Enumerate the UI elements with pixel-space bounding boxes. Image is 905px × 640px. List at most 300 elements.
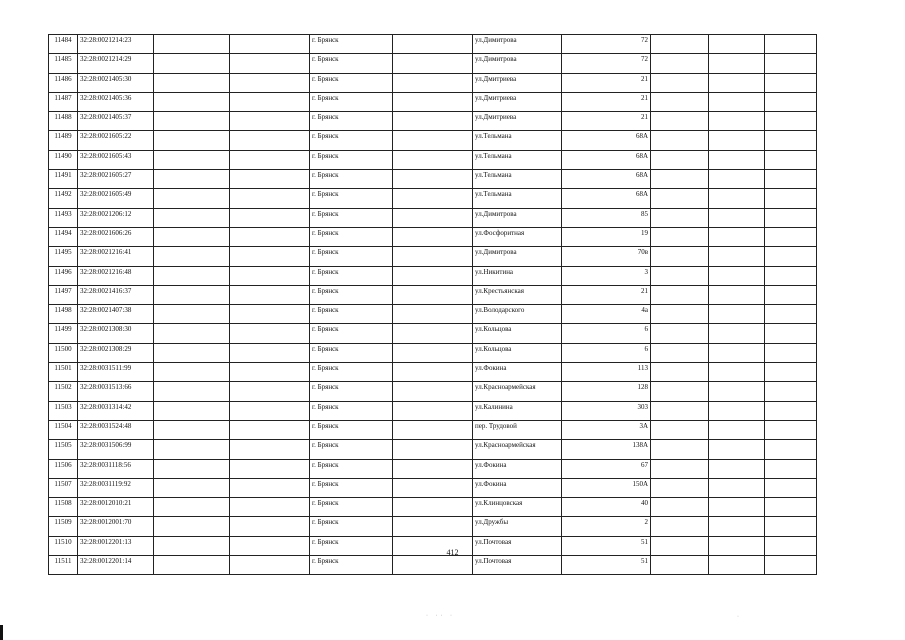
empty-cell bbox=[709, 92, 765, 111]
table-row bbox=[49, 420, 817, 439]
city-cell: г. Брянск bbox=[310, 35, 393, 54]
empty-cell bbox=[154, 324, 230, 343]
street-cell: ул.Дмитриева bbox=[473, 73, 562, 92]
empty-cell bbox=[765, 343, 817, 362]
table-row bbox=[49, 112, 817, 131]
empty-cell bbox=[709, 478, 765, 497]
city-cell: г. Брянск bbox=[310, 517, 393, 536]
street-cell: ул.Фокина bbox=[473, 363, 562, 382]
cadastral-number-cell: 32:28:0021605:49 bbox=[78, 189, 154, 208]
table-row bbox=[49, 208, 817, 227]
row-number-cell: 11502 bbox=[49, 382, 78, 401]
empty-cell bbox=[709, 459, 765, 478]
empty-cell bbox=[230, 556, 310, 575]
empty-cell bbox=[765, 247, 817, 266]
city-cell: г. Брянск bbox=[310, 170, 393, 189]
street-cell: ул.Крестьянская bbox=[473, 285, 562, 304]
empty-cell bbox=[765, 420, 817, 439]
city-cell: г. Брянск bbox=[310, 556, 393, 575]
row-number-cell: 11508 bbox=[49, 498, 78, 517]
house-number-cell: 138А bbox=[562, 440, 651, 459]
empty-cell bbox=[651, 285, 709, 304]
table-row bbox=[49, 92, 817, 111]
row-number-cell: 11491 bbox=[49, 170, 78, 189]
empty-cell bbox=[651, 305, 709, 324]
empty-cell bbox=[709, 131, 765, 150]
row-number-cell: 11501 bbox=[49, 363, 78, 382]
city-cell: г. Брянск bbox=[310, 285, 393, 304]
street-cell: ул.Почтовая bbox=[473, 556, 562, 575]
empty-cell bbox=[393, 305, 473, 324]
empty-cell bbox=[393, 556, 473, 575]
cadastral-number-cell: 32:28:0021605:43 bbox=[78, 150, 154, 169]
cadastral-number-cell: 32:28:0021216:48 bbox=[78, 266, 154, 285]
cadastral-number-cell: 32:28:0021407:38 bbox=[78, 305, 154, 324]
cadastral-number-cell: 32:28:0012201:14 bbox=[78, 556, 154, 575]
cadastral-number-cell: 32:28:0012010:21 bbox=[78, 498, 154, 517]
cadastral-number-cell: 32:28:0021308:30 bbox=[78, 324, 154, 343]
city-cell: г. Брянск bbox=[310, 150, 393, 169]
row-number-cell: 11484 bbox=[49, 35, 78, 54]
empty-cell bbox=[230, 478, 310, 497]
empty-cell bbox=[709, 382, 765, 401]
cadastral-number-cell: 32:28:0031513:66 bbox=[78, 382, 154, 401]
empty-cell bbox=[393, 170, 473, 189]
empty-cell bbox=[230, 382, 310, 401]
empty-cell bbox=[709, 498, 765, 517]
street-cell: ул.Дмитриева bbox=[473, 92, 562, 111]
empty-cell bbox=[393, 459, 473, 478]
empty-cell bbox=[709, 556, 765, 575]
table-row bbox=[49, 131, 817, 150]
empty-cell bbox=[651, 498, 709, 517]
house-number-cell: 2 bbox=[562, 517, 651, 536]
row-number-cell: 11485 bbox=[49, 54, 78, 73]
city-cell: г. Брянск bbox=[310, 343, 393, 362]
empty-cell bbox=[393, 208, 473, 227]
row-number-cell: 11509 bbox=[49, 517, 78, 536]
house-number-cell: 40 bbox=[562, 498, 651, 517]
empty-cell bbox=[393, 227, 473, 246]
empty-cell bbox=[393, 324, 473, 343]
cadastral-number-cell: 32:28:0021206:12 bbox=[78, 208, 154, 227]
empty-cell bbox=[230, 440, 310, 459]
cadastral-number-cell: 32:28:0031506:99 bbox=[78, 440, 154, 459]
empty-cell bbox=[709, 420, 765, 439]
city-cell: г. Брянск bbox=[310, 92, 393, 111]
empty-cell bbox=[651, 478, 709, 497]
empty-cell bbox=[651, 150, 709, 169]
cadastral-number-cell: 32:28:0021214:29 bbox=[78, 54, 154, 73]
empty-cell bbox=[230, 459, 310, 478]
empty-cell bbox=[154, 73, 230, 92]
row-number-cell: 11486 bbox=[49, 73, 78, 92]
city-cell: г. Брянск bbox=[310, 401, 393, 420]
empty-cell bbox=[230, 54, 310, 73]
house-number-cell: 6 bbox=[562, 343, 651, 362]
empty-cell bbox=[154, 478, 230, 497]
city-cell: г. Брянск bbox=[310, 420, 393, 439]
empty-cell bbox=[765, 498, 817, 517]
empty-cell bbox=[154, 54, 230, 73]
empty-cell bbox=[651, 170, 709, 189]
empty-cell bbox=[765, 459, 817, 478]
cadastral-number-cell: 32:28:0021606:26 bbox=[78, 227, 154, 246]
table-row bbox=[49, 247, 817, 266]
empty-cell bbox=[230, 498, 310, 517]
empty-cell bbox=[651, 131, 709, 150]
street-cell: ул.Почтовая bbox=[473, 536, 562, 555]
table-row bbox=[49, 266, 817, 285]
empty-cell bbox=[154, 92, 230, 111]
empty-cell bbox=[230, 343, 310, 362]
empty-cell bbox=[765, 517, 817, 536]
street-cell: ул.Фокина bbox=[473, 478, 562, 497]
city-cell: г. Брянск bbox=[310, 459, 393, 478]
street-cell: ул.Красноармейская bbox=[473, 382, 562, 401]
scan-edge-mark bbox=[0, 625, 3, 640]
empty-cell bbox=[651, 382, 709, 401]
empty-cell bbox=[230, 305, 310, 324]
table-row bbox=[49, 556, 817, 575]
city-cell: г. Брянск bbox=[310, 131, 393, 150]
street-cell: ул.Никитина bbox=[473, 266, 562, 285]
table-row bbox=[49, 459, 817, 478]
table-row bbox=[49, 343, 817, 362]
table-row bbox=[49, 305, 817, 324]
empty-cell bbox=[154, 150, 230, 169]
house-number-cell: 6 bbox=[562, 324, 651, 343]
empty-cell bbox=[393, 498, 473, 517]
house-number-cell: 21 bbox=[562, 92, 651, 111]
street-cell: ул.Димитрова bbox=[473, 208, 562, 227]
empty-cell bbox=[154, 517, 230, 536]
house-number-cell: 113 bbox=[562, 363, 651, 382]
empty-cell bbox=[230, 170, 310, 189]
city-cell: г. Брянск bbox=[310, 247, 393, 266]
empty-cell bbox=[709, 440, 765, 459]
empty-cell bbox=[154, 382, 230, 401]
house-number-cell: 21 bbox=[562, 73, 651, 92]
city-cell: г. Брянск bbox=[310, 54, 393, 73]
table-row bbox=[49, 189, 817, 208]
house-number-cell: 68А bbox=[562, 150, 651, 169]
empty-cell bbox=[393, 150, 473, 169]
row-number-cell: 11505 bbox=[49, 440, 78, 459]
empty-cell bbox=[765, 54, 817, 73]
empty-cell bbox=[651, 363, 709, 382]
empty-cell bbox=[765, 92, 817, 111]
empty-cell bbox=[154, 498, 230, 517]
house-number-cell: 4а bbox=[562, 305, 651, 324]
empty-cell bbox=[651, 35, 709, 54]
cadastral-number-cell: 32:28:0031314:42 bbox=[78, 401, 154, 420]
street-cell: ул.Димитрова bbox=[473, 35, 562, 54]
row-number-cell: 11497 bbox=[49, 285, 78, 304]
cadastral-number-cell: 32:28:0021308:29 bbox=[78, 343, 154, 362]
house-number-cell: 68А bbox=[562, 189, 651, 208]
table-row bbox=[49, 35, 817, 54]
registry-table bbox=[48, 34, 817, 575]
empty-cell bbox=[709, 35, 765, 54]
empty-cell bbox=[154, 35, 230, 54]
table-row bbox=[49, 150, 817, 169]
empty-cell bbox=[709, 401, 765, 420]
table-row bbox=[49, 498, 817, 517]
empty-cell bbox=[393, 112, 473, 131]
empty-cell bbox=[154, 208, 230, 227]
empty-cell bbox=[230, 73, 310, 92]
empty-cell bbox=[765, 305, 817, 324]
empty-cell bbox=[709, 305, 765, 324]
row-number-cell: 11499 bbox=[49, 324, 78, 343]
empty-cell bbox=[230, 92, 310, 111]
empty-cell bbox=[230, 208, 310, 227]
city-cell: г. Брянск bbox=[310, 363, 393, 382]
empty-cell bbox=[154, 305, 230, 324]
street-cell: ул.Кольцова bbox=[473, 324, 562, 343]
empty-cell bbox=[765, 324, 817, 343]
cadastral-number-cell: 32:28:0031524:48 bbox=[78, 420, 154, 439]
cadastral-number-cell: 32:28:0021216:41 bbox=[78, 247, 154, 266]
empty-cell bbox=[154, 459, 230, 478]
empty-cell bbox=[765, 556, 817, 575]
empty-cell bbox=[393, 247, 473, 266]
empty-cell bbox=[709, 150, 765, 169]
house-number-cell: 72 bbox=[562, 35, 651, 54]
empty-cell bbox=[651, 401, 709, 420]
empty-cell bbox=[154, 440, 230, 459]
empty-cell bbox=[765, 401, 817, 420]
empty-cell bbox=[651, 208, 709, 227]
street-cell: ул.Тельмана bbox=[473, 150, 562, 169]
house-number-cell: 68А bbox=[562, 170, 651, 189]
house-number-cell: 3 bbox=[562, 266, 651, 285]
street-cell: ул.Калинина bbox=[473, 401, 562, 420]
empty-cell bbox=[230, 150, 310, 169]
row-number-cell: 11487 bbox=[49, 92, 78, 111]
city-cell: г. Брянск bbox=[310, 266, 393, 285]
city-cell: г. Брянск bbox=[310, 305, 393, 324]
city-cell: г. Брянск bbox=[310, 440, 393, 459]
empty-cell bbox=[230, 189, 310, 208]
city-cell: г. Брянск bbox=[310, 189, 393, 208]
row-number-cell: 11489 bbox=[49, 131, 78, 150]
cadastral-number-cell: 32:28:0021405:37 bbox=[78, 112, 154, 131]
street-cell: ул.Клинцовская bbox=[473, 498, 562, 517]
empty-cell bbox=[230, 112, 310, 131]
empty-cell bbox=[709, 208, 765, 227]
empty-cell bbox=[154, 556, 230, 575]
cadastral-number-cell: 32:28:0031118:56 bbox=[78, 459, 154, 478]
empty-cell bbox=[765, 440, 817, 459]
row-number-cell: 11500 bbox=[49, 343, 78, 362]
row-number-cell: 11503 bbox=[49, 401, 78, 420]
row-number-cell: 11498 bbox=[49, 305, 78, 324]
row-number-cell: 11507 bbox=[49, 478, 78, 497]
street-cell: ул.Тельмана bbox=[473, 131, 562, 150]
house-number-cell: 3А bbox=[562, 420, 651, 439]
cadastral-number-cell: 32:28:0031511:99 bbox=[78, 363, 154, 382]
empty-cell bbox=[393, 189, 473, 208]
scan-speck: · bbox=[737, 614, 739, 620]
empty-cell bbox=[651, 556, 709, 575]
empty-cell bbox=[651, 343, 709, 362]
row-number-cell: 11495 bbox=[49, 247, 78, 266]
empty-cell bbox=[154, 420, 230, 439]
empty-cell bbox=[651, 227, 709, 246]
empty-cell bbox=[154, 112, 230, 131]
empty-cell bbox=[230, 227, 310, 246]
empty-cell bbox=[709, 227, 765, 246]
empty-cell bbox=[709, 247, 765, 266]
street-cell: ул.Красноармейская bbox=[473, 440, 562, 459]
empty-cell bbox=[230, 285, 310, 304]
street-cell: ул.Фосфоритная bbox=[473, 227, 562, 246]
empty-cell bbox=[393, 382, 473, 401]
empty-cell bbox=[709, 266, 765, 285]
table-row bbox=[49, 54, 817, 73]
table-row bbox=[49, 285, 817, 304]
city-cell: г. Брянск bbox=[310, 536, 393, 555]
street-cell: ул.Кольцова bbox=[473, 343, 562, 362]
empty-cell bbox=[765, 131, 817, 150]
scan-specks: · ·· · bbox=[426, 613, 455, 619]
empty-cell bbox=[765, 478, 817, 497]
cadastral-number-cell: 32:28:0021416:37 bbox=[78, 285, 154, 304]
empty-cell bbox=[393, 363, 473, 382]
cadastral-number-cell: 32:28:0031119:92 bbox=[78, 478, 154, 497]
empty-cell bbox=[230, 266, 310, 285]
empty-cell bbox=[765, 285, 817, 304]
house-number-cell: 21 bbox=[562, 112, 651, 131]
city-cell: г. Брянск bbox=[310, 478, 393, 497]
empty-cell bbox=[709, 517, 765, 536]
registry-rows bbox=[49, 35, 817, 575]
empty-cell bbox=[230, 131, 310, 150]
empty-cell bbox=[230, 324, 310, 343]
empty-cell bbox=[651, 324, 709, 343]
empty-cell bbox=[154, 227, 230, 246]
table-row bbox=[49, 73, 817, 92]
empty-cell bbox=[651, 440, 709, 459]
empty-cell bbox=[230, 363, 310, 382]
house-number-cell: 21 bbox=[562, 285, 651, 304]
empty-cell bbox=[709, 73, 765, 92]
empty-cell bbox=[709, 189, 765, 208]
empty-cell bbox=[393, 440, 473, 459]
empty-cell bbox=[393, 401, 473, 420]
table-row bbox=[49, 324, 817, 343]
empty-cell bbox=[709, 170, 765, 189]
empty-cell bbox=[709, 363, 765, 382]
empty-cell bbox=[393, 343, 473, 362]
cadastral-number-cell: 32:28:0021405:30 bbox=[78, 73, 154, 92]
empty-cell bbox=[765, 363, 817, 382]
row-number-cell: 11511 bbox=[49, 556, 78, 575]
table-row bbox=[49, 517, 817, 536]
empty-cell bbox=[154, 285, 230, 304]
empty-cell bbox=[154, 170, 230, 189]
cadastral-number-cell: 32:28:0021605:27 bbox=[78, 170, 154, 189]
row-number-cell: 11493 bbox=[49, 208, 78, 227]
empty-cell bbox=[765, 170, 817, 189]
table-row bbox=[49, 170, 817, 189]
empty-cell bbox=[154, 343, 230, 362]
table-row bbox=[49, 382, 817, 401]
empty-cell bbox=[765, 112, 817, 131]
empty-cell bbox=[765, 227, 817, 246]
house-number-cell: 303 bbox=[562, 401, 651, 420]
table-row bbox=[49, 478, 817, 497]
empty-cell bbox=[651, 189, 709, 208]
empty-cell bbox=[154, 266, 230, 285]
empty-cell bbox=[651, 92, 709, 111]
empty-cell bbox=[651, 420, 709, 439]
empty-cell bbox=[393, 131, 473, 150]
empty-cell bbox=[393, 420, 473, 439]
house-number-cell: 51 bbox=[562, 556, 651, 575]
empty-cell bbox=[765, 266, 817, 285]
city-cell: г. Брянск bbox=[310, 208, 393, 227]
empty-cell bbox=[154, 363, 230, 382]
street-cell: ул.Димитрова bbox=[473, 54, 562, 73]
empty-cell bbox=[765, 150, 817, 169]
empty-cell bbox=[651, 247, 709, 266]
city-cell: г. Брянск bbox=[310, 112, 393, 131]
empty-cell bbox=[393, 35, 473, 54]
empty-cell bbox=[230, 517, 310, 536]
empty-cell bbox=[393, 266, 473, 285]
house-number-cell: 70в bbox=[562, 247, 651, 266]
empty-cell bbox=[230, 420, 310, 439]
city-cell: г. Брянск bbox=[310, 324, 393, 343]
empty-cell bbox=[154, 131, 230, 150]
empty-cell bbox=[651, 459, 709, 478]
empty-cell bbox=[709, 54, 765, 73]
empty-cell bbox=[393, 54, 473, 73]
empty-cell bbox=[709, 324, 765, 343]
city-cell: г. Брянск bbox=[310, 382, 393, 401]
empty-cell bbox=[651, 54, 709, 73]
row-number-cell: 11504 bbox=[49, 420, 78, 439]
street-cell: ул.Володарского bbox=[473, 305, 562, 324]
city-cell: г. Брянск bbox=[310, 498, 393, 517]
house-number-cell: 51 bbox=[562, 536, 651, 555]
empty-cell bbox=[651, 73, 709, 92]
empty-cell bbox=[651, 266, 709, 285]
house-number-cell: 150А bbox=[562, 478, 651, 497]
empty-cell bbox=[393, 517, 473, 536]
cadastral-number-cell: 32:28:0021405:36 bbox=[78, 92, 154, 111]
empty-cell bbox=[393, 285, 473, 304]
house-number-cell: 67 bbox=[562, 459, 651, 478]
row-number-cell: 11488 bbox=[49, 112, 78, 131]
empty-cell bbox=[393, 73, 473, 92]
empty-cell bbox=[154, 401, 230, 420]
empty-cell bbox=[230, 247, 310, 266]
empty-cell bbox=[709, 285, 765, 304]
house-number-cell: 68А bbox=[562, 131, 651, 150]
cadastral-number-cell: 32:28:0012001:70 bbox=[78, 517, 154, 536]
row-number-cell: 11492 bbox=[49, 189, 78, 208]
empty-cell bbox=[230, 35, 310, 54]
empty-cell bbox=[765, 382, 817, 401]
empty-cell bbox=[709, 112, 765, 131]
cadastral-number-cell: 32:28:0021605:22 bbox=[78, 131, 154, 150]
cadastral-number-cell: 32:28:0021214:23 bbox=[78, 35, 154, 54]
street-cell: ул.Димитрова bbox=[473, 247, 562, 266]
